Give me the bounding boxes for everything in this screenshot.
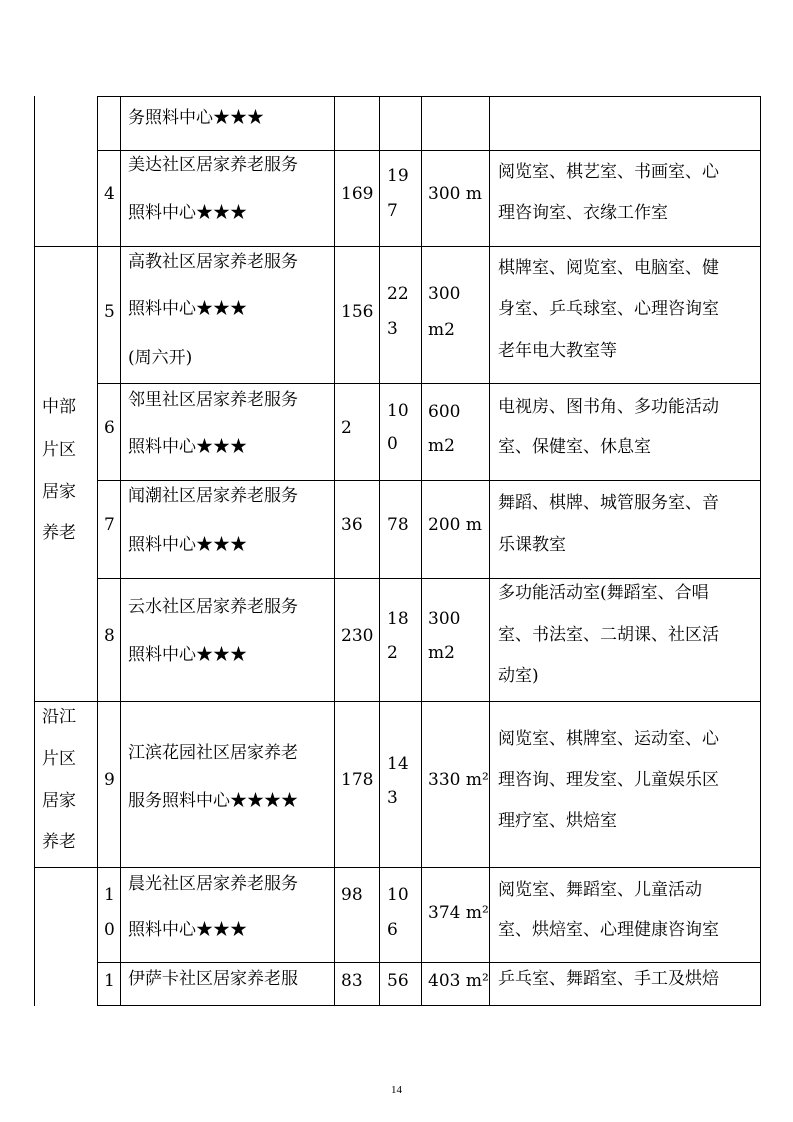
value-2: 78 bbox=[387, 515, 409, 535]
facilities: 动室) bbox=[498, 666, 539, 686]
facilities: 阅览室、棋牌室、运动室、心 bbox=[498, 729, 719, 749]
value-2: 10 bbox=[387, 885, 409, 905]
area: m2 bbox=[428, 436, 455, 456]
value-1: 2 bbox=[341, 418, 352, 438]
facilities: 老年电大教室等 bbox=[498, 341, 617, 361]
row-number: 4 bbox=[104, 184, 115, 204]
row-number: 1 bbox=[104, 885, 115, 905]
facilities: 乒乓室、舞蹈室、手工及烘焙 bbox=[498, 969, 719, 989]
value-2: 7 bbox=[387, 201, 398, 221]
area: 374 m² bbox=[428, 903, 489, 923]
service-center-name: 务照料中心★★★ bbox=[128, 108, 264, 128]
facilities: 电视房、图书角、多功能活动 bbox=[498, 397, 719, 417]
value-2: 10 bbox=[387, 401, 409, 421]
area: 300 bbox=[428, 284, 461, 304]
facilities: 阅览室、棋艺室、书画室、心 bbox=[498, 162, 719, 182]
area: 200 m bbox=[428, 515, 482, 535]
value-1: 83 bbox=[341, 971, 363, 991]
service-center-name: 照料中心★★★ bbox=[128, 437, 247, 457]
row-number: 0 bbox=[104, 920, 115, 940]
facilities: 理疗室、烘焙室 bbox=[498, 811, 617, 831]
facilities: 棋牌室、阅览室、电脑室、健 bbox=[498, 258, 719, 278]
facilities: 阅览室、舞蹈室、儿童活动 bbox=[498, 880, 702, 900]
area: 600 bbox=[428, 402, 461, 422]
facilities: 理咨询室、衣缘工作室 bbox=[498, 203, 668, 223]
area: 403 m² bbox=[428, 971, 489, 991]
value-2: 0 bbox=[387, 434, 398, 454]
value-2: 56 bbox=[387, 971, 409, 991]
value-2: 19 bbox=[387, 166, 409, 186]
value-1: 169 bbox=[341, 184, 374, 204]
facilities: 身室、乒乓球室、心理咨询室 bbox=[498, 299, 719, 319]
value-1: 156 bbox=[341, 302, 374, 322]
value-2: 3 bbox=[387, 788, 398, 808]
area: 300 bbox=[428, 609, 461, 629]
service-center-name: 服务照料中心★★★★ bbox=[128, 791, 298, 811]
value-1: 98 bbox=[341, 885, 363, 905]
service-center-name: 照料中心★★★ bbox=[128, 299, 247, 319]
service-center-name: 云水社区居家养老服务 bbox=[128, 597, 298, 617]
service-center-name: 江滨花园社区居家养老 bbox=[128, 743, 298, 763]
value-1: 230 bbox=[341, 626, 374, 646]
value-2: 2 bbox=[387, 643, 398, 663]
row-number: 6 bbox=[104, 418, 115, 438]
facilities: 乐课教室 bbox=[498, 535, 566, 555]
service-center-name: 照料中心★★★ bbox=[128, 203, 247, 223]
facilities: 室、保健室、休息室 bbox=[498, 437, 651, 457]
value-2: 6 bbox=[387, 920, 398, 940]
row-number: 9 bbox=[104, 770, 115, 790]
service-center-name: 照料中心★★★ bbox=[128, 535, 247, 555]
service-center-name: 照料中心★★★ bbox=[128, 920, 247, 940]
value-2: 3 bbox=[387, 319, 398, 339]
row-number: 5 bbox=[104, 302, 115, 322]
page-number: 14 bbox=[391, 1084, 402, 1096]
value-1: 178 bbox=[341, 770, 374, 790]
facilities: 理咨询、理发室、儿童娱乐区 bbox=[498, 770, 719, 790]
row-number: 8 bbox=[104, 626, 115, 646]
service-center-name: 晨光社区居家养老服务 bbox=[128, 874, 298, 894]
area: 330 m² bbox=[428, 770, 489, 790]
value-2: 22 bbox=[387, 284, 409, 304]
service-center-name: (周六开) bbox=[128, 348, 193, 368]
area: m2 bbox=[428, 643, 455, 663]
service-center-name: 邻里社区居家养老服务 bbox=[128, 390, 298, 410]
value-2: 14 bbox=[387, 754, 409, 774]
document-page: 务照料中心★★★ 4 美达社区居家养老服务 照料中心★★★ 169 19 7 300 m 阅览室、棋艺室、书画室、心 理咨询室、衣缘工作室 5 高教社区居家养老服务 照料中心★★★ (周六开) 156 22 3 300 m2 棋牌室、阅览室、电脑室、健 身室、乒乓球室、心理咨询室 老年电大教室等 6 邻里社区居家养老服务 照料中心★★★ 2 10 0 600 m2 电视房、图书角、多功能活动 室、保健室、休息室 7 闻潮社区居家养老服务 照料中心★★★ 36 78 200 m 舞蹈、棋牌、城管服务室、音 乐课教室 8 云水社区居家养老服务 照料中心★★★ 230 18 2 300 m2 多功能活动室(舞蹈室、合唱 室、书法室、二胡课、社区活 动室) 9 江滨花园社区居家养老 服务照料中心★★★★ 178 14 3 330 m² 阅览室、棋牌室、运动室、心 理咨询、理发室、儿童娱乐区 理疗室、烘焙室 1 0 晨光社区居家养老服务 照料中心★★★ 98 10 6 374 m² 阅览室、舞蹈室、儿童活动 室、烘焙室、心理健康咨询室 1 伊萨卡社区居家养老服 83 56 403 m² 乒乓室、舞蹈室、手工及烘焙 中部 片区 居家 养老 沿江 片区 居家 养老 14 bbox=[0, 0, 793, 1122]
row-number: 1 bbox=[104, 971, 115, 991]
service-center-name: 照料中心★★★ bbox=[128, 645, 247, 665]
area: 300 m bbox=[428, 184, 482, 204]
row-number: 7 bbox=[104, 515, 115, 535]
service-center-name: 伊萨卡社区居家养老服 bbox=[128, 969, 298, 989]
service-center-name: 美达社区居家养老服务 bbox=[128, 155, 298, 175]
area: m2 bbox=[428, 320, 455, 340]
facilities: 室、书法室、二胡课、社区活 bbox=[498, 625, 719, 645]
value-1: 36 bbox=[341, 515, 363, 535]
value-2: 18 bbox=[387, 609, 409, 629]
service-center-name: 高教社区居家养老服务 bbox=[128, 252, 298, 272]
facilities: 室、烘焙室、心理健康咨询室 bbox=[498, 920, 719, 940]
facilities: 多功能活动室(舞蹈室、合唱 bbox=[498, 583, 709, 603]
facilities: 舞蹈、棋牌、城管服务室、音 bbox=[498, 493, 719, 513]
service-center-name: 闻潮社区居家养老服务 bbox=[128, 486, 298, 506]
